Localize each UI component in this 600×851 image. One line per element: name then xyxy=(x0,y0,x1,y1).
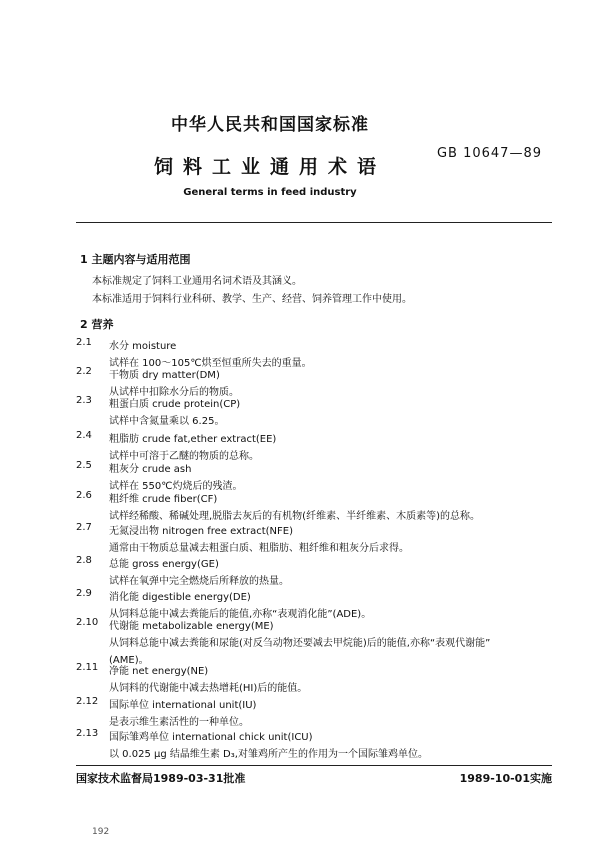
term-label: 消化能 digestible energy(DE) xyxy=(109,592,251,603)
term-label: 粗蛋白质 crude protein(CP) xyxy=(109,399,241,410)
document-title-cn: 饲料工业通用术语 xyxy=(153,156,386,178)
page-number: 192 xyxy=(92,827,110,837)
term-definition: (AME)。 xyxy=(109,655,149,666)
term-definition: 从饲料的代谢能中减去热增耗(HI)后的能值。 xyxy=(109,683,308,694)
term-number: 2.4 xyxy=(76,430,92,441)
term-number: 2.3 xyxy=(76,395,92,406)
term-label: 国际单位 international unit(IU) xyxy=(109,700,257,711)
term-label: 干物质 dry matter(DM) xyxy=(109,370,220,381)
term-definition: 试样中可溶于乙醚的物质的总称。 xyxy=(109,451,259,462)
term-label: 无氮浸出物 nitrogen free extract(NFE) xyxy=(109,526,293,537)
term-number: 2.9 xyxy=(76,588,92,599)
document-code: GB 10647—89 xyxy=(436,146,542,161)
term-number: 2.12 xyxy=(76,696,99,707)
footer-divider xyxy=(76,765,552,766)
term-number: 2.13 xyxy=(76,728,99,739)
term-definition: 试样在氧弹中完全燃烧后所释放的热量。 xyxy=(109,576,289,587)
term-label: 水分 moisture xyxy=(109,341,177,352)
term-definition: 试样经稀酸、稀碱处理,脱脂去灰后的有机物(纤维素、半纤维素、木质素等)的总称。 xyxy=(109,511,480,522)
term-label: 粗脂肪 crude fat,ether extract(EE) xyxy=(109,434,277,445)
term-number: 2.11 xyxy=(76,662,99,673)
term-definition: 以 0.025 μg 结晶维生素 D₃,对雏鸡所产生的作用为一个国际雏鸡单位。 xyxy=(109,749,428,760)
term-definition: 试样在 550℃灼烧后的残渣。 xyxy=(109,481,243,492)
term-number: 2.10 xyxy=(76,617,99,628)
term-number: 2.1 xyxy=(76,337,92,348)
approval-statement: 国家技术监督局1989-03-31批准 xyxy=(76,772,246,785)
document-title-en: General terms in feed industry xyxy=(183,187,357,198)
term-number: 2.2 xyxy=(76,366,92,377)
section-1-heading: 1 主题内容与适用范围 xyxy=(80,253,191,266)
term-number: 2.5 xyxy=(76,460,92,471)
term-number: 2.7 xyxy=(76,522,92,533)
header-divider xyxy=(76,222,552,223)
term-label: 净能 net energy(NE) xyxy=(109,666,209,677)
standard-org-title: 中华人民共和国国家标准 xyxy=(171,115,369,135)
term-label: 粗灰分 crude ash xyxy=(109,464,192,475)
term-definition: 是表示维生素活性的一种单位。 xyxy=(109,717,249,728)
term-number: 2.6 xyxy=(76,490,92,501)
term-label: 粗纤维 crude fiber(CF) xyxy=(109,494,218,505)
term-number: 2.8 xyxy=(76,555,92,566)
term-label: 代谢能 metabolizable energy(ME) xyxy=(109,621,274,632)
implementation-date: 1989-10-01实施 xyxy=(459,772,552,785)
term-definition: 从试样中扣除水分后的物质。 xyxy=(109,387,239,398)
term-definition: 试样中含氮量乘以 6.25。 xyxy=(109,416,225,427)
term-definition: 试样在 100～105℃烘至恒重所失去的重量。 xyxy=(109,358,312,369)
term-definition: 从饲料总能中减去粪能后的能值,亦称“表观消化能”(ADE)。 xyxy=(109,609,372,620)
term-definition: 通常由干物质总量减去粗蛋白质、粗脂肪、粗纤维和粗灰分后求得。 xyxy=(109,543,409,554)
term-definition: 从饲料总能中减去粪能和尿能(对反刍动物还要减去甲烷能)后的能值,亦称“表观代谢能” xyxy=(109,638,491,649)
section-1-paragraph: 本标准适用于饲料行业科研、教学、生产、经营、饲养管理工作中使用。 xyxy=(92,294,412,305)
section-1-paragraph: 本标准规定了饲料工业通用名词术语及其涵义。 xyxy=(92,276,302,287)
term-label: 总能 gross energy(GE) xyxy=(109,559,219,570)
section-2-heading: 2 营养 xyxy=(80,318,114,331)
term-label: 国际雏鸡单位 international chick unit(ICU) xyxy=(109,732,313,743)
